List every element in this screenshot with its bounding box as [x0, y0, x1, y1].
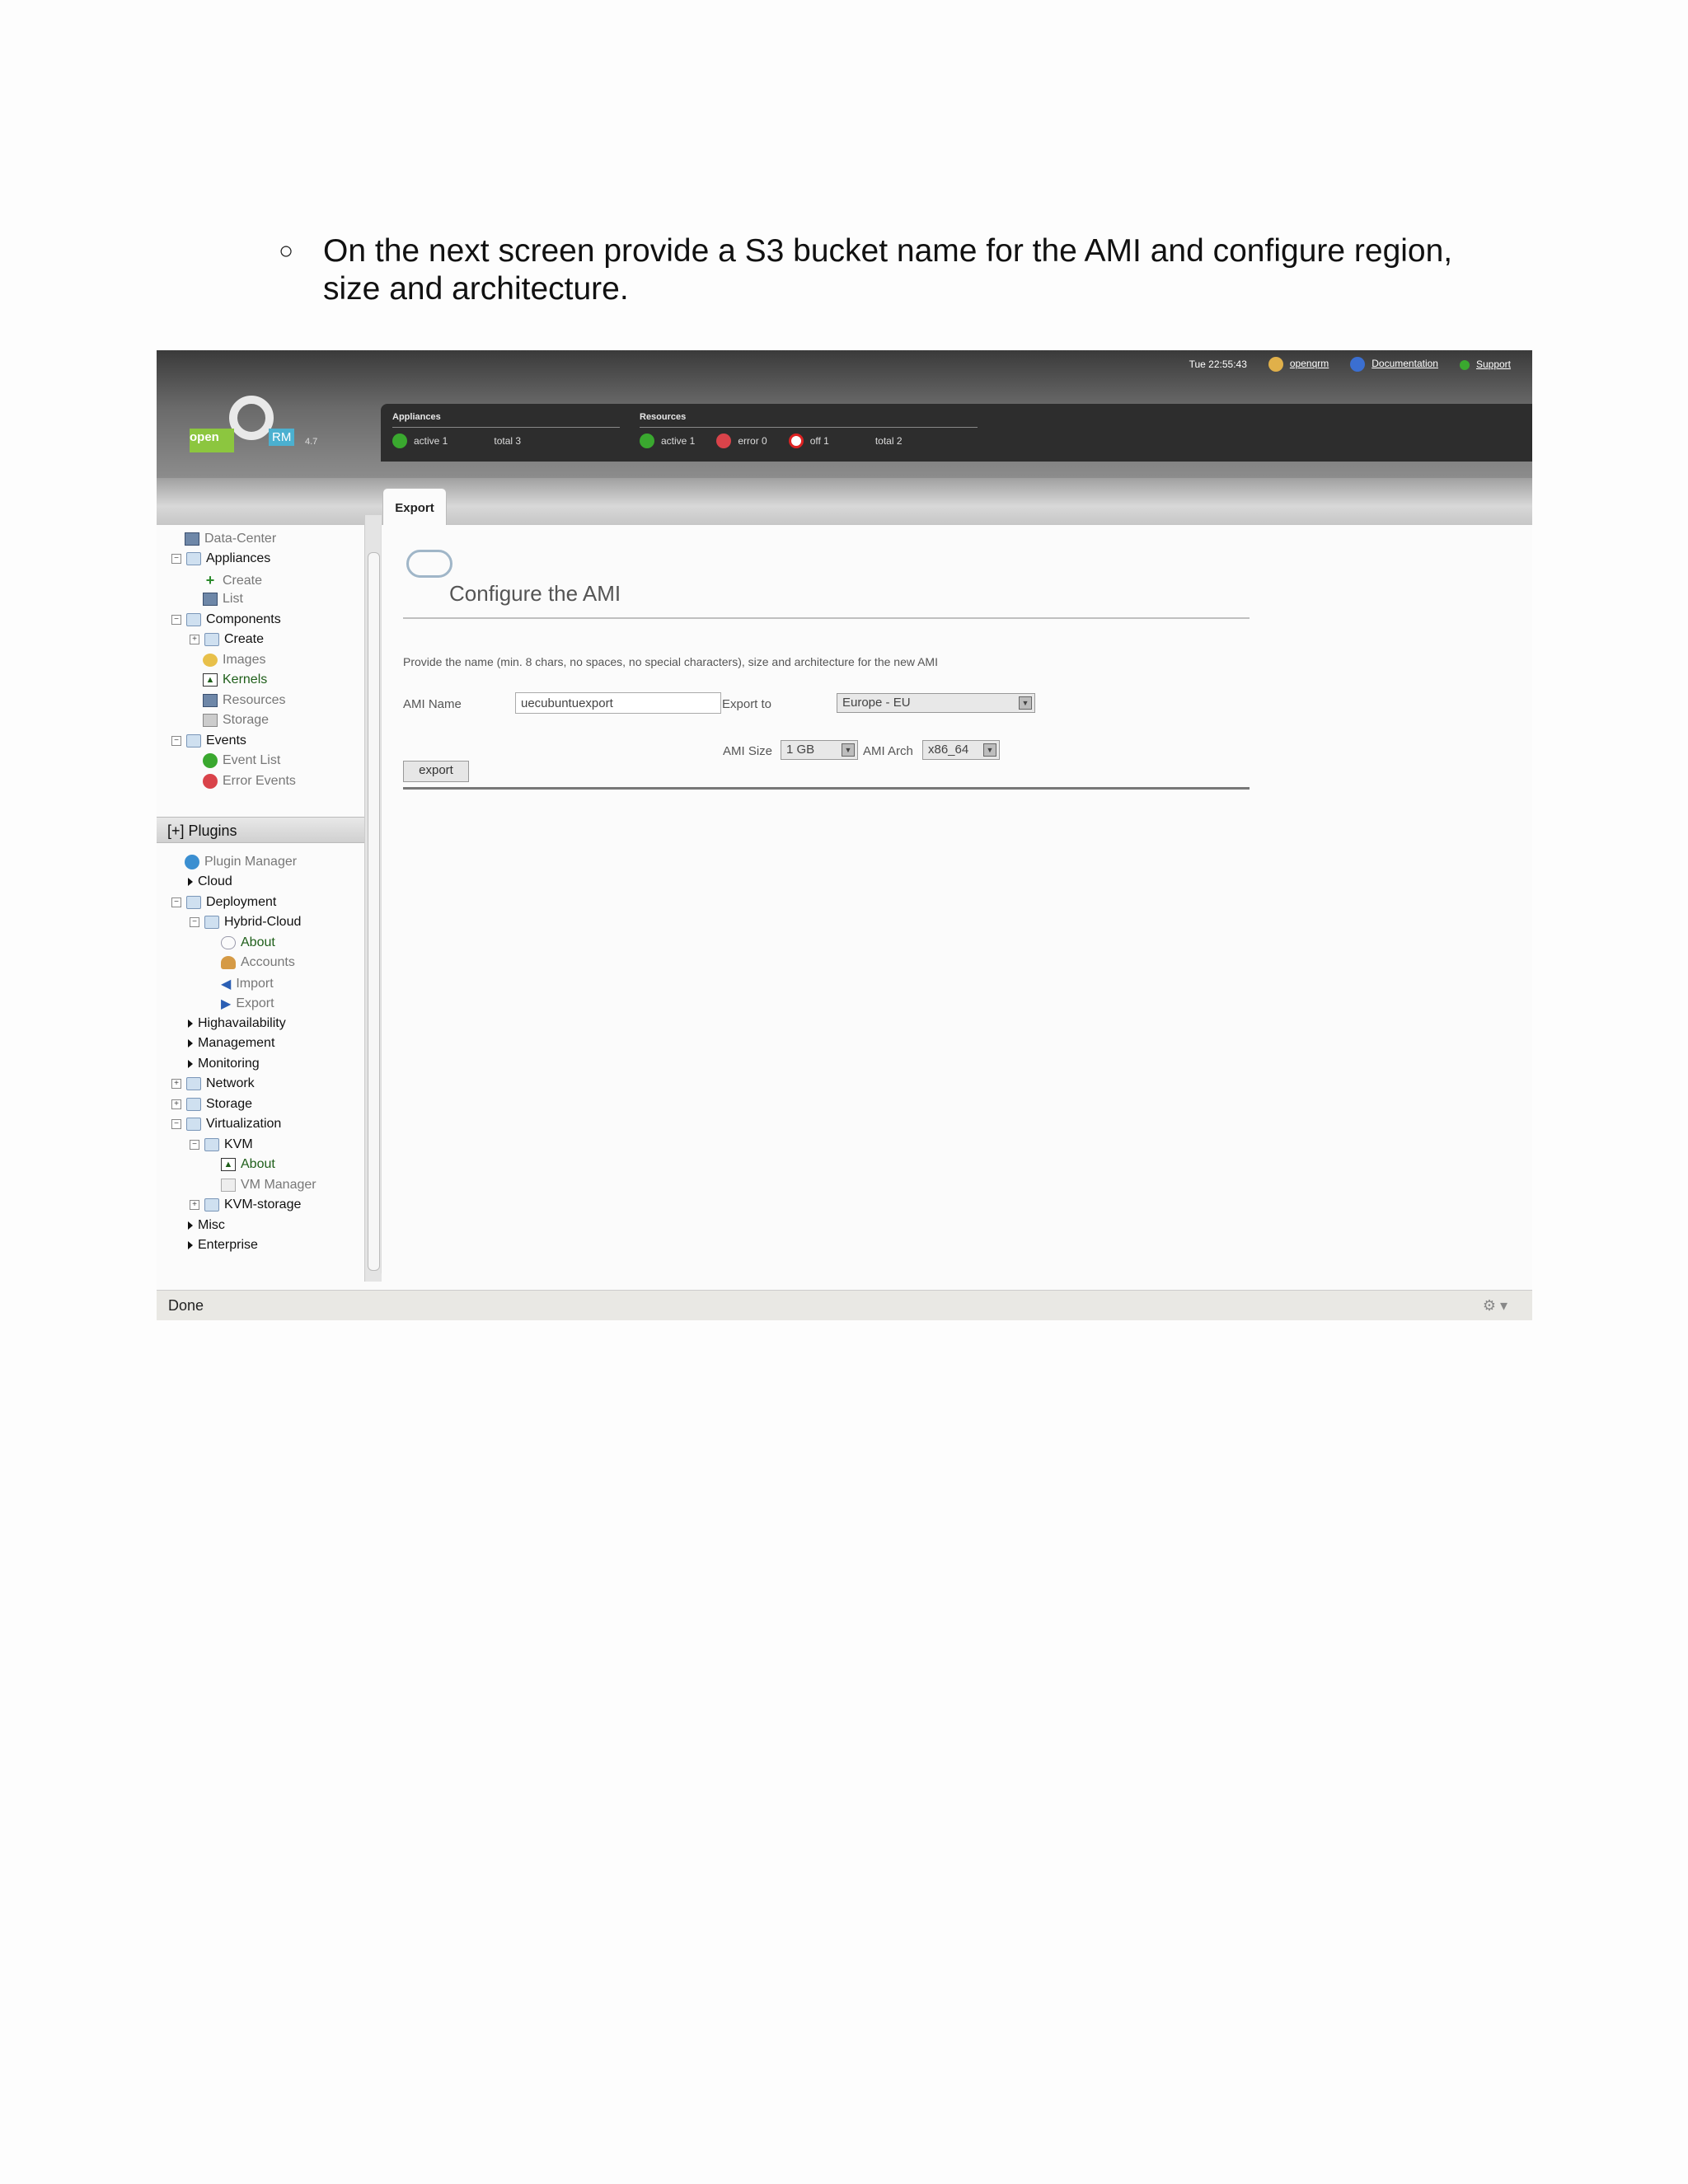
folder-icon: [186, 896, 201, 909]
ami-arch-select[interactable]: [922, 740, 1000, 760]
user-icon: [1268, 357, 1283, 372]
nav-label: Network: [206, 1076, 255, 1090]
chevron-down-icon[interactable]: ▼: [1019, 696, 1032, 710]
tab-bar: [157, 478, 1532, 525]
folder-icon: [204, 916, 219, 929]
expand-icon[interactable]: +: [190, 635, 199, 644]
nav-item-plugin-manager[interactable]: [185, 855, 297, 869]
nav-item-export[interactable]: [221, 996, 274, 1012]
nav-item-misc[interactable]: [188, 1218, 225, 1233]
collapse-icon[interactable]: −: [190, 1140, 199, 1150]
collapse-icon[interactable]: −: [171, 615, 181, 625]
status-panel: [381, 404, 1532, 462]
user-link-text[interactable]: openqrm: [1289, 358, 1329, 370]
nav-label: KVM: [224, 1137, 253, 1151]
nav-item-enterprise[interactable]: [188, 1238, 258, 1253]
openqrm-screenshot: [157, 350, 1532, 1320]
nav-item-storage-plugin[interactable]: [171, 1097, 252, 1112]
collapse-icon[interactable]: −: [171, 898, 181, 907]
documentation-link-text[interactable]: Documentation: [1372, 358, 1438, 370]
collapse-icon[interactable]: −: [171, 554, 181, 564]
top-links: [1189, 357, 1511, 372]
support-link[interactable]: [1460, 359, 1511, 370]
nav-label: VM Manager: [241, 1178, 316, 1192]
clock: Tue 22:55:43: [1189, 359, 1247, 370]
nav-label: Components: [206, 612, 281, 626]
documentation-link[interactable]: [1350, 357, 1438, 372]
title-divider: [403, 617, 1250, 619]
ami-arch-label: AMI Arch: [863, 744, 913, 758]
sidebar-nav: [157, 525, 364, 1271]
resource-error-icon: [716, 434, 731, 448]
nav-label: Enterprise: [198, 1238, 258, 1252]
chevron-down-icon[interactable]: ▼: [842, 743, 855, 757]
collapse-icon[interactable]: −: [190, 917, 199, 927]
logo-open-text: open: [190, 429, 234, 452]
ami-size-value: 1 GB: [786, 743, 815, 757]
form-description: Provide the name (min. 8 chars, no spaces, no special characters), size and architecture for the new AMI: [403, 655, 938, 668]
nav-item-resources[interactable]: [203, 693, 285, 708]
expand-icon[interactable]: +: [171, 1099, 181, 1109]
nav-item-hybrid-about[interactable]: [221, 935, 275, 950]
nav-item-events[interactable]: [171, 733, 246, 748]
tab-export[interactable]: Export: [382, 488, 447, 526]
nav-label: Deployment: [206, 895, 277, 909]
chevron-down-icon[interactable]: ▼: [983, 743, 996, 757]
export-to-label: Export to: [722, 697, 772, 711]
resources-divider: [640, 427, 978, 428]
arrow-left-icon: ◀: [221, 977, 232, 991]
image-disk-icon: [203, 654, 218, 667]
folder-icon: [204, 1138, 219, 1151]
active-ok-icon: [392, 434, 407, 448]
user-icon: [221, 956, 236, 969]
nav-label: List: [223, 592, 243, 606]
nav-label: Plugin Manager: [204, 855, 298, 869]
nav-item-cloud[interactable]: [188, 874, 232, 889]
nav-item-deployment[interactable]: [171, 895, 276, 910]
ami-arch-value: x86_64: [928, 743, 969, 757]
nav-label: Images: [223, 653, 266, 667]
logo-rm-text: RM: [269, 429, 294, 446]
resources-label: Resources: [640, 412, 687, 422]
export-button[interactable]: export: [403, 761, 469, 782]
tux-icon: ▲: [203, 673, 218, 687]
vm-manager-icon: [221, 1179, 236, 1192]
resources-active: active 1: [661, 435, 696, 447]
export-to-select[interactable]: [837, 693, 1035, 713]
nav-item-data-center[interactable]: [185, 532, 276, 546]
folder-icon: [204, 1198, 219, 1212]
ami-name-input[interactable]: [515, 692, 721, 714]
collapse-icon[interactable]: −: [171, 1119, 181, 1129]
cloud-icon: [406, 550, 452, 578]
nav-label: KVM-storage: [224, 1197, 302, 1212]
nav-label: Misc: [198, 1218, 225, 1232]
nav-label: About: [241, 935, 275, 949]
nav-item-highavailability[interactable]: [188, 1016, 286, 1031]
nav-item-appliances-create[interactable]: [203, 572, 262, 589]
appliances-active: active 1: [414, 435, 448, 447]
resources-error: error 0: [738, 435, 767, 447]
gear-icon[interactable]: ⚙ ▾: [1482, 1297, 1507, 1314]
nav-item-appliances[interactable]: [171, 551, 270, 566]
check-icon: [203, 753, 218, 768]
instruction-text: On the next screen provide a S3 bucket name for the AMI and configure region, size and architecture.: [323, 233, 1453, 307]
ami-name-label: AMI Name: [403, 697, 462, 711]
resources-total: total 2: [874, 435, 903, 447]
nav-label: Highavailability: [198, 1016, 286, 1030]
nav-label: Accounts: [241, 955, 295, 969]
nav-item-kvm-about[interactable]: [221, 1157, 275, 1172]
nav-item-virtualization[interactable]: [171, 1117, 281, 1132]
folder-icon: [186, 552, 201, 565]
nav-item-network[interactable]: [171, 1076, 255, 1091]
appliances-label: Appliances: [392, 412, 441, 422]
nav-label: Create: [223, 573, 263, 588]
browser-status-bar: [157, 1290, 1532, 1320]
nav-label: Export: [236, 996, 274, 1010]
nav-item-management[interactable]: [188, 1036, 274, 1051]
expand-icon[interactable]: +: [171, 1079, 181, 1089]
resource-ok-icon: [640, 434, 654, 448]
scrollbar-thumb[interactable]: [368, 552, 380, 1271]
page-title: Configure the AMI: [449, 581, 621, 606]
chevron-right-icon[interactable]: [188, 1060, 193, 1068]
resources-off: off 1: [809, 435, 829, 447]
nav-label: Appliances: [206, 551, 271, 565]
arrow-right-icon: ▶: [221, 997, 232, 1011]
phone-icon: [1460, 360, 1470, 370]
nav-item-hybrid-cloud[interactable]: [190, 915, 301, 930]
nav-label: Management: [198, 1036, 275, 1050]
nav-item-components[interactable]: [171, 612, 281, 627]
plugin-manager-icon: [185, 855, 199, 869]
computer-icon: [203, 593, 218, 606]
bullet-marker: ○: [279, 237, 294, 265]
nav-item-event-list[interactable]: [203, 753, 280, 768]
nav-item-images[interactable]: [203, 653, 265, 668]
sidebar-scrollbar[interactable]: [364, 515, 382, 1282]
nav-label: Storage: [223, 713, 270, 727]
nav-item-appliances-list[interactable]: [203, 592, 243, 607]
nav-item-storage[interactable]: [203, 713, 269, 728]
nav-label: Virtualization: [206, 1117, 282, 1131]
collapse-icon[interactable]: −: [171, 736, 181, 746]
nav-item-kernels[interactable]: [203, 673, 267, 687]
status-text: Done: [168, 1297, 204, 1314]
folder-icon: [186, 613, 201, 626]
nav-label: Import: [236, 977, 274, 991]
appliances-stats: [392, 434, 521, 448]
tux-icon: ▲: [221, 1158, 236, 1171]
nav-item-monitoring[interactable]: [188, 1057, 260, 1071]
folder-icon: [186, 1098, 201, 1111]
plugins-header[interactable]: [+] Plugins: [157, 817, 364, 843]
form-bottom-divider: [403, 787, 1250, 790]
export-to-value: Europe - EU: [842, 696, 911, 710]
support-link-text[interactable]: Support: [1475, 359, 1511, 370]
nav-item-kvm[interactable]: [190, 1137, 253, 1152]
add-icon: +: [205, 572, 215, 588]
computer-icon: [185, 532, 199, 546]
chevron-right-icon[interactable]: [188, 1221, 193, 1230]
resources-stats: [640, 434, 903, 448]
nav-label: Create: [224, 632, 265, 646]
main-panel: [381, 525, 1532, 1273]
expand-icon[interactable]: +: [190, 1200, 199, 1210]
folder-icon: [186, 1118, 201, 1131]
nav-label: Kernels: [223, 673, 268, 687]
resource-off-icon: [789, 434, 804, 448]
nav-item-vm-manager[interactable]: [221, 1178, 316, 1193]
chevron-right-icon[interactable]: [188, 1241, 193, 1249]
nav-label: Data-Center: [204, 532, 277, 546]
logo-version: 4.7: [305, 437, 318, 447]
nav-label: Events: [206, 733, 246, 748]
folder-icon: [186, 734, 201, 748]
ami-size-select[interactable]: [781, 740, 858, 760]
appliances-divider: [392, 427, 620, 428]
nav-label: Resources: [223, 693, 286, 707]
appliances-total: total 3: [494, 435, 522, 447]
nav-item-import[interactable]: [221, 976, 274, 992]
computer-icon: [203, 694, 218, 707]
cloud-icon: [221, 936, 236, 949]
nav-label: Error Events: [223, 774, 296, 788]
nav-item-kvm-storage[interactable]: [190, 1197, 301, 1212]
chevron-right-icon[interactable]: [188, 1019, 193, 1028]
ami-size-label: AMI Size: [723, 744, 773, 758]
openqrm-logo[interactable]: [190, 396, 318, 470]
chevron-right-icon[interactable]: [188, 878, 193, 886]
nav-label: Hybrid-Cloud: [224, 915, 302, 929]
folder-icon: [186, 1077, 201, 1090]
folder-icon: [204, 633, 219, 646]
help-icon: [1350, 357, 1365, 372]
nav-label: About: [241, 1157, 275, 1171]
error-icon: [203, 774, 218, 789]
chevron-right-icon[interactable]: [188, 1039, 193, 1047]
nav-label: Cloud: [198, 874, 232, 888]
logo-q-shape: [229, 396, 274, 440]
nav-item-error-events[interactable]: [203, 774, 296, 789]
nav-item-accounts[interactable]: [221, 955, 295, 970]
storage-icon: [203, 714, 218, 727]
nav-label: Storage: [206, 1097, 253, 1111]
nav-item-components-create[interactable]: [190, 632, 264, 647]
nav-label: Monitoring: [198, 1057, 260, 1071]
user-link[interactable]: [1268, 357, 1329, 372]
nav-label: Event List: [223, 753, 281, 767]
